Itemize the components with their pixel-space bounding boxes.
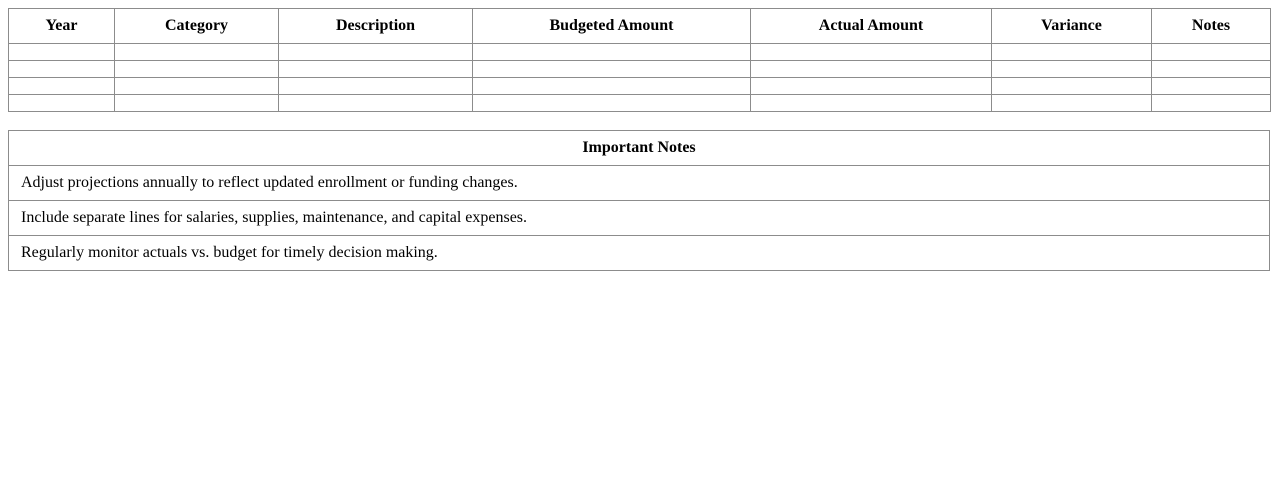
column-header-year: Year (9, 9, 115, 44)
table-cell (1152, 44, 1271, 61)
table-cell (9, 95, 115, 112)
table-row (9, 44, 1271, 61)
note-text: Regularly monitor actuals vs. budget for timely decision making. (9, 236, 1270, 271)
table-cell (751, 44, 992, 61)
note-text: Adjust projections annually to reflect updated enrollment or funding changes. (9, 166, 1270, 201)
table-cell (279, 44, 473, 61)
table-cell (1152, 61, 1271, 78)
column-header-actual-amount: Actual Amount (751, 9, 992, 44)
list-item (9, 236, 1270, 271)
table-cell (473, 78, 751, 95)
budget-table (8, 8, 1271, 112)
table-row (9, 78, 1271, 95)
column-header-budgeted-amount: Budgeted Amount (473, 9, 751, 44)
list-item (9, 166, 1270, 201)
table-cell (473, 61, 751, 78)
list-item (9, 201, 1270, 236)
table-cell (473, 44, 751, 61)
table-cell (992, 95, 1152, 112)
table-cell (992, 78, 1152, 95)
table-cell (279, 61, 473, 78)
table-cell (115, 78, 279, 95)
table-cell (115, 61, 279, 78)
table-cell (1152, 78, 1271, 95)
notes-title: Important Notes (9, 131, 1270, 166)
table-row (9, 61, 1271, 78)
table-cell (473, 95, 751, 112)
table-cell (279, 95, 473, 112)
table-cell (279, 78, 473, 95)
budget-table-header-row (9, 9, 1271, 44)
table-cell (992, 44, 1152, 61)
column-header-description: Description (279, 9, 473, 44)
column-header-category: Category (115, 9, 279, 44)
table-cell (9, 78, 115, 95)
table-cell (115, 44, 279, 61)
column-header-variance: Variance (992, 9, 1152, 44)
note-text: Include separate lines for salaries, supplies, maintenance, and capital expenses. (9, 201, 1270, 236)
column-header-notes: Notes (1152, 9, 1271, 44)
table-cell (751, 95, 992, 112)
notes-header-row (9, 131, 1270, 166)
table-cell (751, 61, 992, 78)
table-cell (1152, 95, 1271, 112)
table-row (9, 95, 1271, 112)
table-cell (751, 78, 992, 95)
table-cell (9, 44, 115, 61)
table-cell (115, 95, 279, 112)
important-notes-table (8, 130, 1270, 271)
table-cell (992, 61, 1152, 78)
table-cell (9, 61, 115, 78)
